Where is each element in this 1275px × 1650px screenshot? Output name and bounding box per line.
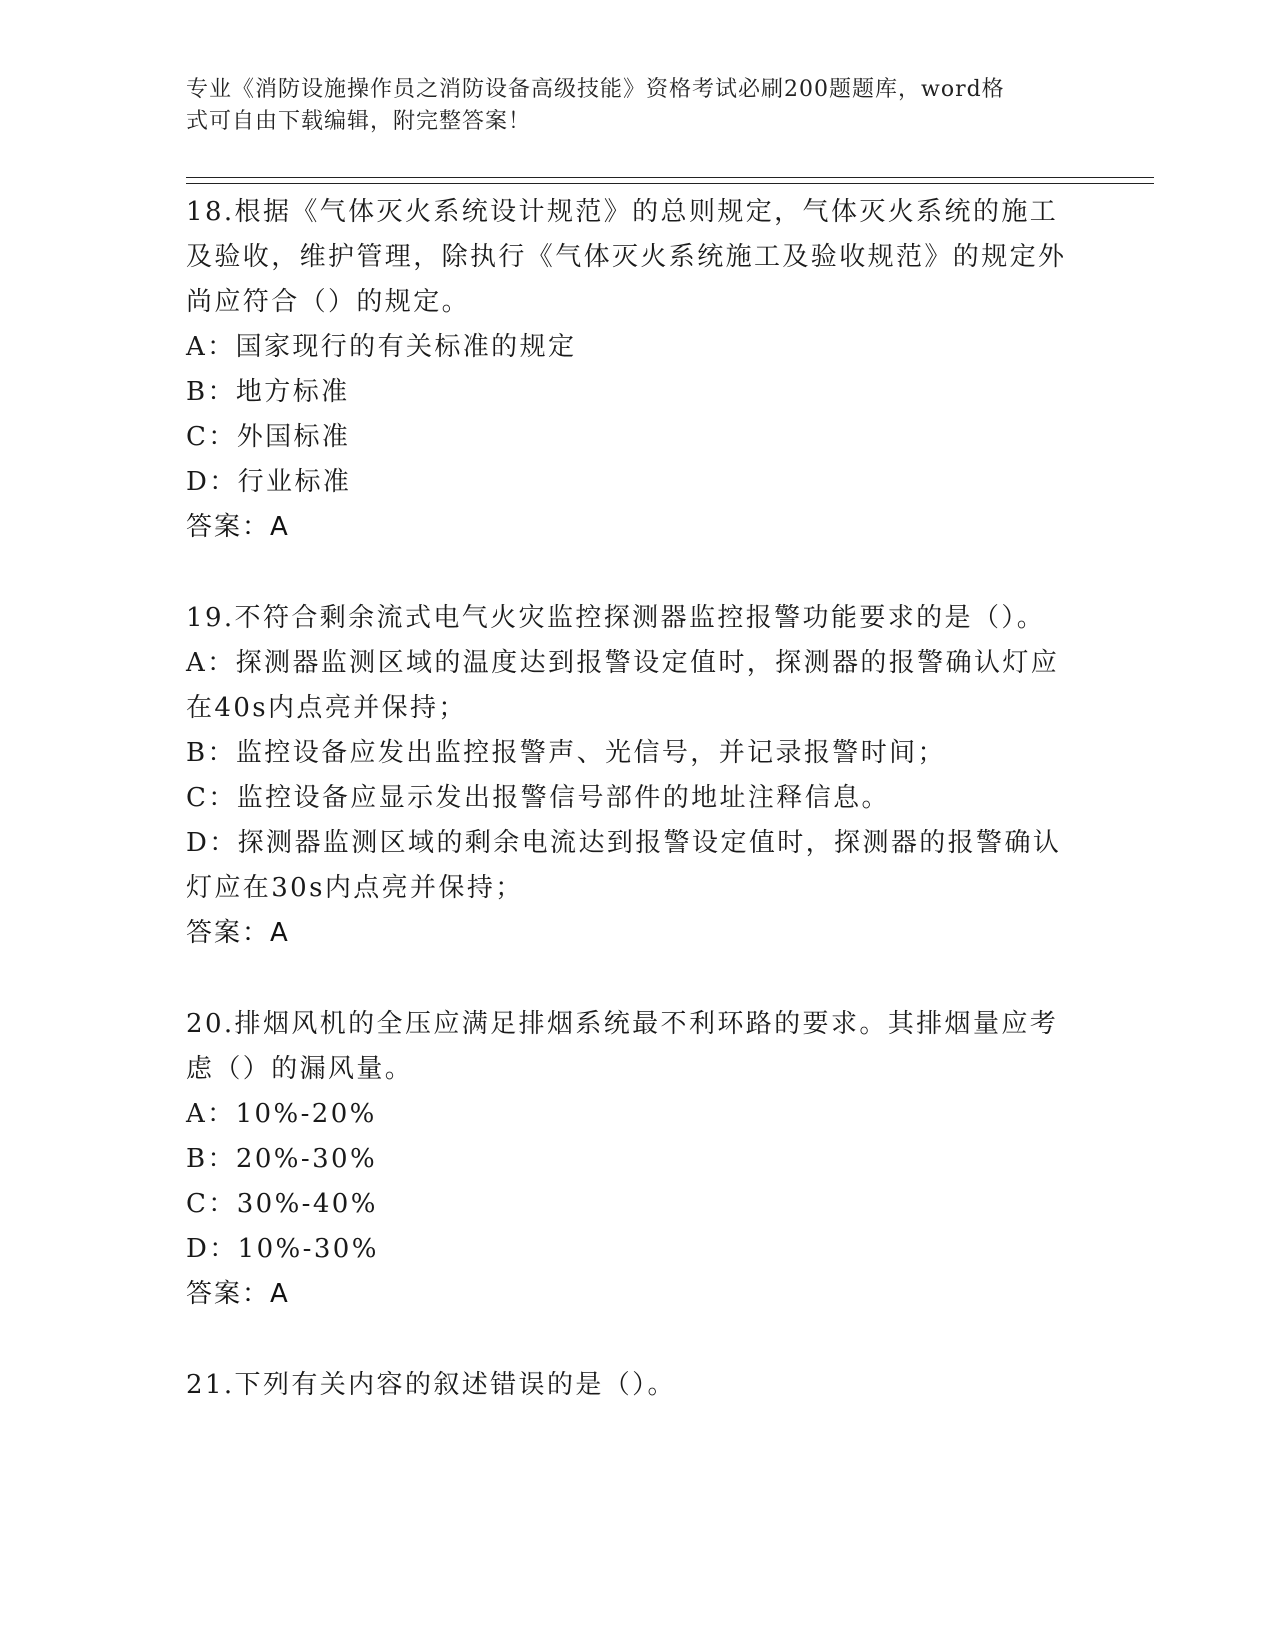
header-divider-bottom <box>186 183 1154 184</box>
option-b: B：监控设备应发出监控报警声、光信号，并记录报警时间； <box>186 738 946 768</box>
option-c: C：监控设备应显示发出报警信号部件的地址注释信息。 <box>186 783 890 813</box>
question-19 <box>186 596 1086 956</box>
question-18 <box>186 190 1086 550</box>
answer: 答案：A <box>186 512 290 542</box>
question-text: 20.排烟风机的全压应满足排烟系统最不利环路的要求。其排烟量应考虑（）的漏风量。 <box>186 1009 1059 1084</box>
option-a: A：国家现行的有关标准的规定 <box>186 332 577 362</box>
question-21 <box>186 1363 1086 1408</box>
document-header <box>186 74 1066 138</box>
option-d: D：行业标准 <box>186 467 352 497</box>
option-c: C：外国标准 <box>186 422 351 452</box>
option-b: B：地方标准 <box>186 377 350 407</box>
option-d: D：探测器监测区域的剩余电流达到报警设定值时，探测器的报警确认灯应在30s内点亮并保持； <box>186 828 1062 903</box>
header-divider-top <box>186 177 1154 178</box>
option-a: A：探测器监测区域的温度达到报警设定值时，探测器的报警确认灯应在40s内点亮并保持； <box>186 648 1060 723</box>
question-text: 21.下列有关内容的叙述错误的是（）。 <box>186 1370 676 1400</box>
header-line-1: 专业《消防设施操作员之消防设备高级技能》资格考试必刷200题题库，word格 <box>186 77 1005 102</box>
option-c: C：30%-40% <box>186 1189 378 1219</box>
question-list <box>186 190 1086 1454</box>
question-text: 19.不符合剩余流式电气火灾监控探测器监控报警功能要求的是（）。 <box>186 603 1046 633</box>
answer: 答案：A <box>186 1279 290 1309</box>
answer: 答案：A <box>186 918 290 948</box>
option-a: A：10%-20% <box>186 1099 377 1129</box>
question-20 <box>186 1002 1086 1317</box>
option-d: D：10%-30% <box>186 1234 379 1264</box>
option-b: B：20%-30% <box>186 1144 378 1174</box>
header-line-2: 式可自由下载编辑，附完整答案！ <box>186 109 532 134</box>
question-text: 18.根据《气体灭火系统设计规范》的总则规定，气体灭火系统的施工及验收，维护管理，除执行《气体灭火系统施工及验收规范》的规定外尚应符合（）的规定。 <box>186 197 1067 317</box>
